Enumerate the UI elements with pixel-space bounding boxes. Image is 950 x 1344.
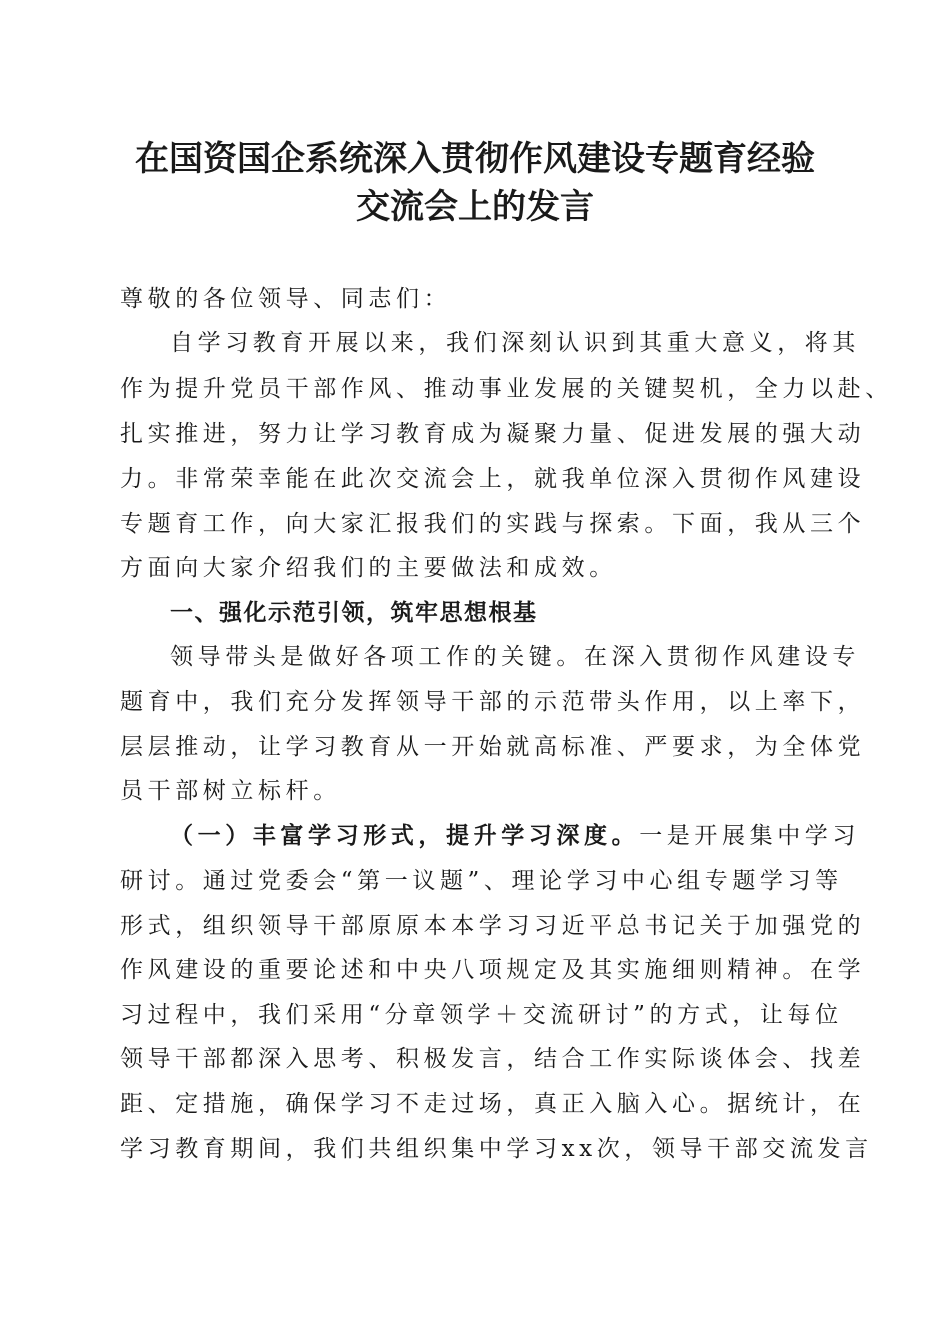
subsection-heading: （一）丰富学习形式，提升学习深度。 xyxy=(170,822,640,849)
subsection-paragraph-line: 研讨。通过党委会“第一议题”、理论学习中心组专题学习等 xyxy=(120,868,843,894)
subsection-paragraph-line: 形式，组织领导干部原原本本学习习近平总书记关于加强党的 xyxy=(120,913,866,939)
subsection-paragraph-line: 距、定措施，确保学习不走过场，真正入脑入心。据统计，在 xyxy=(120,1091,866,1117)
section-paragraph-line: 员干部树立标杆。 xyxy=(120,778,341,804)
subsection-paragraph-line: 领导干部都深入思考、积极发言，结合工作实际谈体会、找差 xyxy=(120,1046,866,1072)
document-title-line-1: 在国资国企系统深入贯彻作风建设专题育经验 xyxy=(135,139,815,179)
intro-line: 自学习教育开展以来，我们深刻认识到其重大意义，将其 xyxy=(170,330,860,356)
section-heading: 一、强化示范引领，筑牢思想根基 xyxy=(170,600,538,626)
subsection-paragraph-line: 作风建设的重要论述和中央八项规定及其实施细则精神。在学 xyxy=(120,957,866,983)
subsection-first-line xyxy=(170,821,860,851)
document-title-line-2: 交流会上的发言 xyxy=(356,187,594,227)
intro-line: 专题育工作，向大家汇报我们的实践与探索。下面，我从三个 xyxy=(120,511,866,537)
intro-line: 扎实推进，努力让学习教育成为凝聚力量、促进发展的强大动 xyxy=(120,421,866,447)
intro-line: 方面向大家介绍我们的主要做法和成效。 xyxy=(120,555,617,581)
section-paragraph-line: 层层推动，让学习教育从一开始就高标准、严要求，为全体党 xyxy=(120,734,866,760)
section-paragraph-line: 题育中，我们充分发挥领导干部的示范带头作用，以上率下， xyxy=(120,689,866,715)
subsection-paragraph-line: 习过程中，我们采用“分章领学＋交流研讨”的方式，让每位 xyxy=(120,1002,843,1028)
intro-line: 力。非常荣幸能在此次交流会上，就我单位深入贯彻作风建设 xyxy=(120,466,866,492)
salutation: 尊敬的各位领导、同志们： xyxy=(120,286,452,312)
subsection-paragraph-line: 学习教育期间，我们共组织集中学习xx次，领导干部交流发言 xyxy=(120,1136,873,1162)
section-paragraph-line: 领导带头是做好各项工作的关键。在深入贯彻作风建设专 xyxy=(170,644,860,670)
subsection-first-line-text: 一是开展集中学习 xyxy=(639,823,861,849)
intro-line: 作为提升党员干部作风、推动事业发展的关键契机，全力以赴、 xyxy=(120,376,893,402)
